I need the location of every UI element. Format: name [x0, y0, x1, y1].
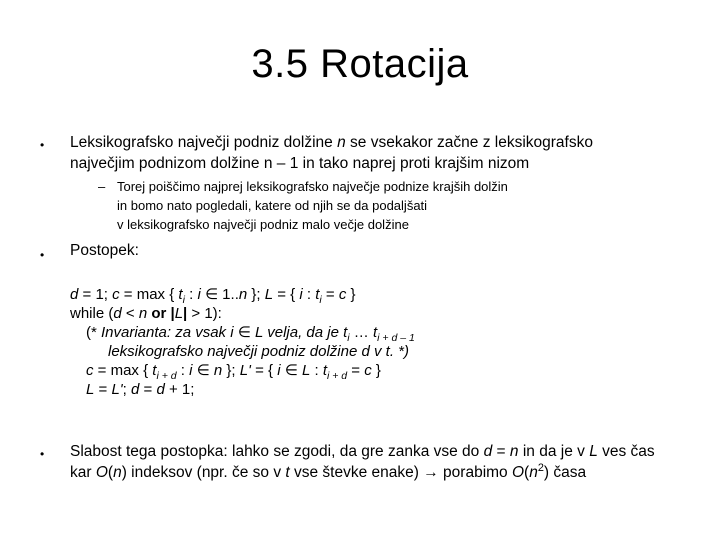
bullet-1-line-2: največjim podnizom dolžine n – 1 in tako naprej proti krajšim nizom [70, 155, 530, 172]
bullet-marker: • [40, 248, 45, 262]
sub-bullet-line-2: in bomo nato pogledali, katere od njih se da podaljšati [117, 198, 428, 213]
code-line-2: while (d < n or |L| > 1): [70, 305, 222, 322]
bullet-3-line-1: Slabost tega postopka: lahko se zgodi, da gre zanka vse do d = n in da je v L ves čas [70, 443, 655, 460]
dash-marker: – [98, 179, 106, 194]
sub-bullet-line-3: v leksikografsko največji podniz malo večje dolžine [117, 217, 409, 232]
text-segment: Leksikografsko največji podniz dolžine [70, 134, 338, 151]
code-line-6: L = L'; d = d + 1; [86, 381, 195, 398]
code-line-5: c = max { $t_{i + d}$ : i ∈ n }; L' = { i ∈ L : $t_{i + d} = c$ } [86, 362, 381, 382]
bullet-1-line-1 [70, 131, 593, 154]
code-line-1: d = 1; c = max { $t_i$ : i ∈ 1..n }; L = { i : $t_i = c$ } [70, 286, 356, 306]
code-line-3: (* Invarianta: za vsak i ∈ L velja, da je $t_i$ … $t_{i + d - 1}$ [86, 324, 415, 344]
bullet-3-line-2: kar O(n) indeksov (npr. če so v t vse števke enake) → porabimo $O(n^2)$ časa [70, 461, 587, 481]
text-segment: se vsekakor začne z leksikografsko [345, 134, 593, 151]
bullet-marker: • [40, 447, 45, 461]
var-n: n [337, 134, 346, 151]
code-line-4: leksikografsko največji podniz dolžine d v t. *) [108, 343, 410, 360]
slide-title: 3.5 Rotacija [251, 42, 469, 86]
bullet-2-label: Postopek: [70, 242, 139, 259]
bullet-marker: • [40, 138, 45, 152]
sub-bullet-line-1: Torej poiščimo najprej leksikografsko največje podnize krajših dolžin [117, 179, 508, 194]
